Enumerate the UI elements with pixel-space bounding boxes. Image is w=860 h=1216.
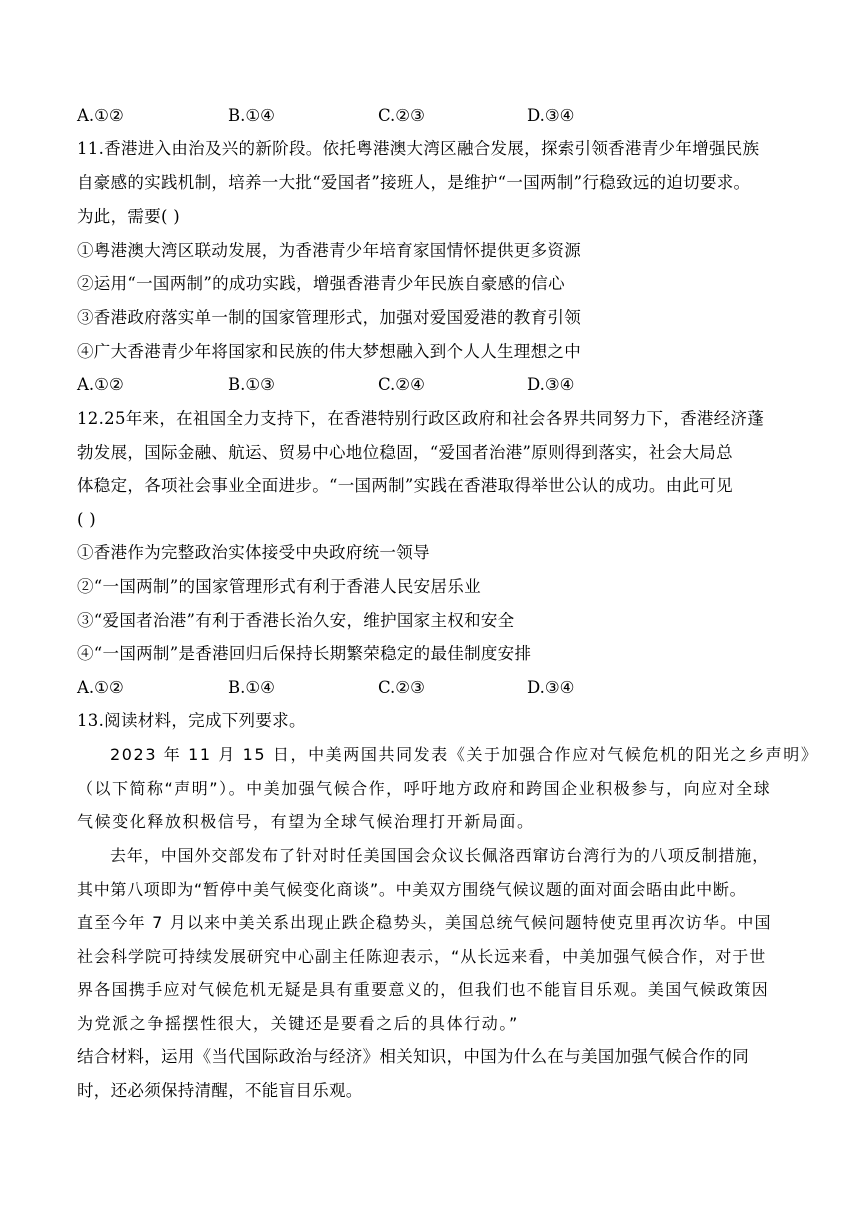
- q12-stem-line-1: 12.25年来，在祖国全力支持下，在香港特别行政区政府和社会各界共同努力下，香港经济蓬: [77, 409, 765, 428]
- q13-material-line-8: 界各国携手应对气候危机无疑是具有重要意义的，但我们也不能盲目乐观。美国气候政策因: [77, 980, 770, 999]
- q12-option-a: A.①②: [77, 678, 124, 697]
- q10-option-a: A.①②: [77, 106, 124, 125]
- q11-item-1: ①粤港澳大湾区联动发展，为香港青少年培育家国情怀提供更多资源: [77, 241, 581, 260]
- q12-item-1: ①香港作为完整政治实体接受中央政府统一领导: [77, 543, 430, 562]
- q13-question-line-1: 结合材料，运用《当代国际政治与经济》相关知识，中国为什么在与美国加强气候合作的同: [77, 1047, 749, 1066]
- q13-material-line-7: 社会科学院可持续发展研究中心副主任陈迎表示，“从长远来看，中美加强气候合作，对于世: [77, 947, 767, 966]
- q12-stem-line-2: 勃发展，国际金融、航运、贸易中心地位稳固，“爱国者治港”原则得到落实，社会大局总: [77, 443, 733, 462]
- q10-option-c: C.②③: [378, 106, 425, 125]
- q12-option-b: B.①④: [228, 678, 275, 697]
- q12-stem-line-3: 体稳定，各项社会事业全面进步。“一国两制”实践在香港取得举世公认的成功。由此可见: [77, 476, 733, 495]
- q13-material-line-4: 去年，中国外交部发布了针对时任美国国会众议长佩洛西窜访台湾行为的八项反制措施，: [110, 846, 770, 865]
- q12-option-d: D.③④: [527, 678, 575, 697]
- q12-option-c: C.②③: [378, 678, 425, 697]
- q12-item-2: ②“一国两制”的国家管理形式有利于香港人民安居乐业: [77, 577, 481, 596]
- q13-material-line-2: （以下简称“声明”）。中美加强气候合作，呼吁地方政府和跨国企业积极参与，向应对全球: [77, 779, 772, 798]
- q11-stem-line-2: 自豪感的实践机制，培养一大批“爱国者”接班人，是维护“一国两制”行稳致远的迫切要求。: [77, 173, 751, 192]
- q11-item-2: ②运用“一国两制”的成功实践，增强香港青少年民族自豪感的信心: [77, 274, 565, 293]
- q13-material-line-5: 其中第八项即为“暂停中美气候变化商谈”。中美双方围绕气候议题的面对面会晤由此中断。: [77, 880, 747, 899]
- q10-option-d: D.③④: [527, 106, 575, 125]
- q11-stem-line-3: 为此，需要( ): [77, 207, 181, 226]
- q11-option-c: C.②④: [378, 375, 425, 394]
- q13-material-line-9: 为党派之争摇摆性很大，关键还是要看之后的具体行动。”: [77, 1014, 519, 1033]
- q13-material-line-3: 气候变化释放积极信号，有望为全球气候治理打开新局面。: [77, 812, 535, 831]
- q11-stem-line-1: 11.香港进入由治及兴的新阶段。依托粤港澳大湾区融合发展，探索引领香港青少年增强民族: [77, 139, 760, 158]
- q13-question-line-2: 时，还必须保持清醒，不能盲目乐观。: [77, 1081, 363, 1100]
- q11-option-a: A.①②: [77, 375, 124, 394]
- q13-material-line-1: 2023 年 11 月 15 日，中美两国共同发表《关于加强合作应对气候危机的阳光之乡声明》: [110, 745, 819, 764]
- q12-item-4: ④“一国两制”是香港回归后保持长期繁荣稳定的最佳制度安排: [77, 644, 532, 663]
- q13-stem: 13.阅读材料，完成下列要求。: [77, 711, 306, 730]
- q12-stem-line-4: ( ): [77, 510, 97, 529]
- q11-item-3: ③香港政府落实单一制的国家管理形式，加强对爱国爱港的教育引领: [77, 308, 581, 327]
- q10-option-b: B.①④: [228, 106, 275, 125]
- q11-option-b: B.①③: [228, 375, 275, 394]
- q12-item-3: ③“爱国者治港”有利于香港长治久安，维护国家主权和安全: [77, 611, 515, 630]
- q11-item-4: ④广大香港青少年将国家和民族的伟大梦想融入到个人人生理想之中: [77, 342, 581, 361]
- q13-material-line-6: 直至今年 7 月以来中美关系出现止跌企稳势头，美国总统气候问题特使克里再次访华。中国: [77, 913, 772, 932]
- q11-option-d: D.③④: [527, 375, 575, 394]
